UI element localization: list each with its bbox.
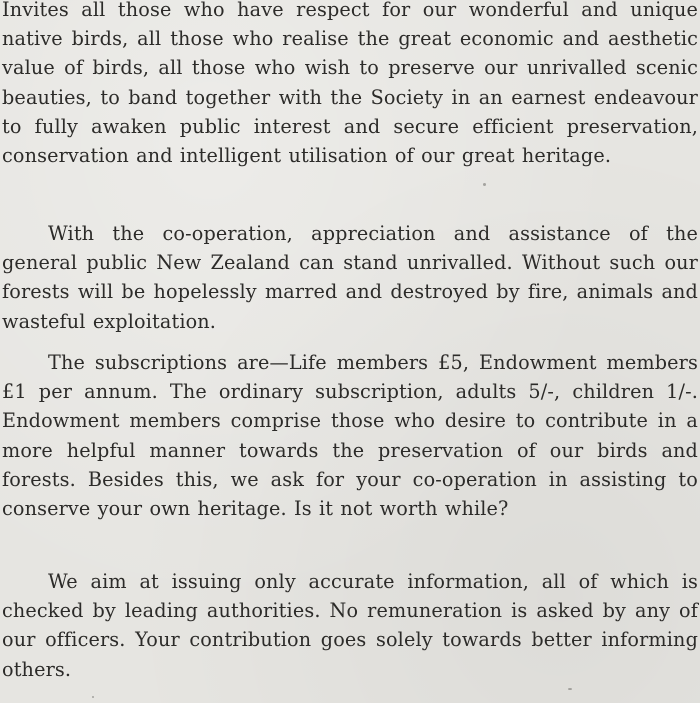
paragraph-cooperation: With the co-operation, appreciation and assistance of the general public New Zealand can stand unrivalled. Without such our forests will be hopelessly marred and destroyed by fire, animals and wasteful exploitation.: [2, 222, 698, 333]
paragraph-invitation: Invites all those who have respect for our wonderful and unique native birds, all those who realise the great economic and aesthetic value of birds, all those who wish to preserve our unrivalled scenic beauties, to band together with the Society in an earnest endeavour to fully awaken public interest and secure efficient preservation, conservation and intelligent utilisation of our great heritage.: [2, 0, 698, 168]
paragraph-subscriptions: The subscriptions are—Life members £5, Endowment members £1 per annum. The ordinary subscription, adults 5/-, children 1/-. Endowment members comprise those who desire to contribute in a more helpful manner towards the preservation of our birds and forests. Besides this, we ask for your co-operation in assisting to conserve your own heritage. Is it not worth while?: [2, 351, 698, 521]
paper-speck: [568, 688, 572, 690]
paragraph-accurate-information: We aim at issuing only accurate information, all of which is checked by leading authorities. No remuneration is asked by any of our officers. Your contribution goes solely towards better informing others.: [2, 570, 698, 681]
paper-speck: [483, 183, 486, 186]
paper-speck: [92, 696, 94, 698]
